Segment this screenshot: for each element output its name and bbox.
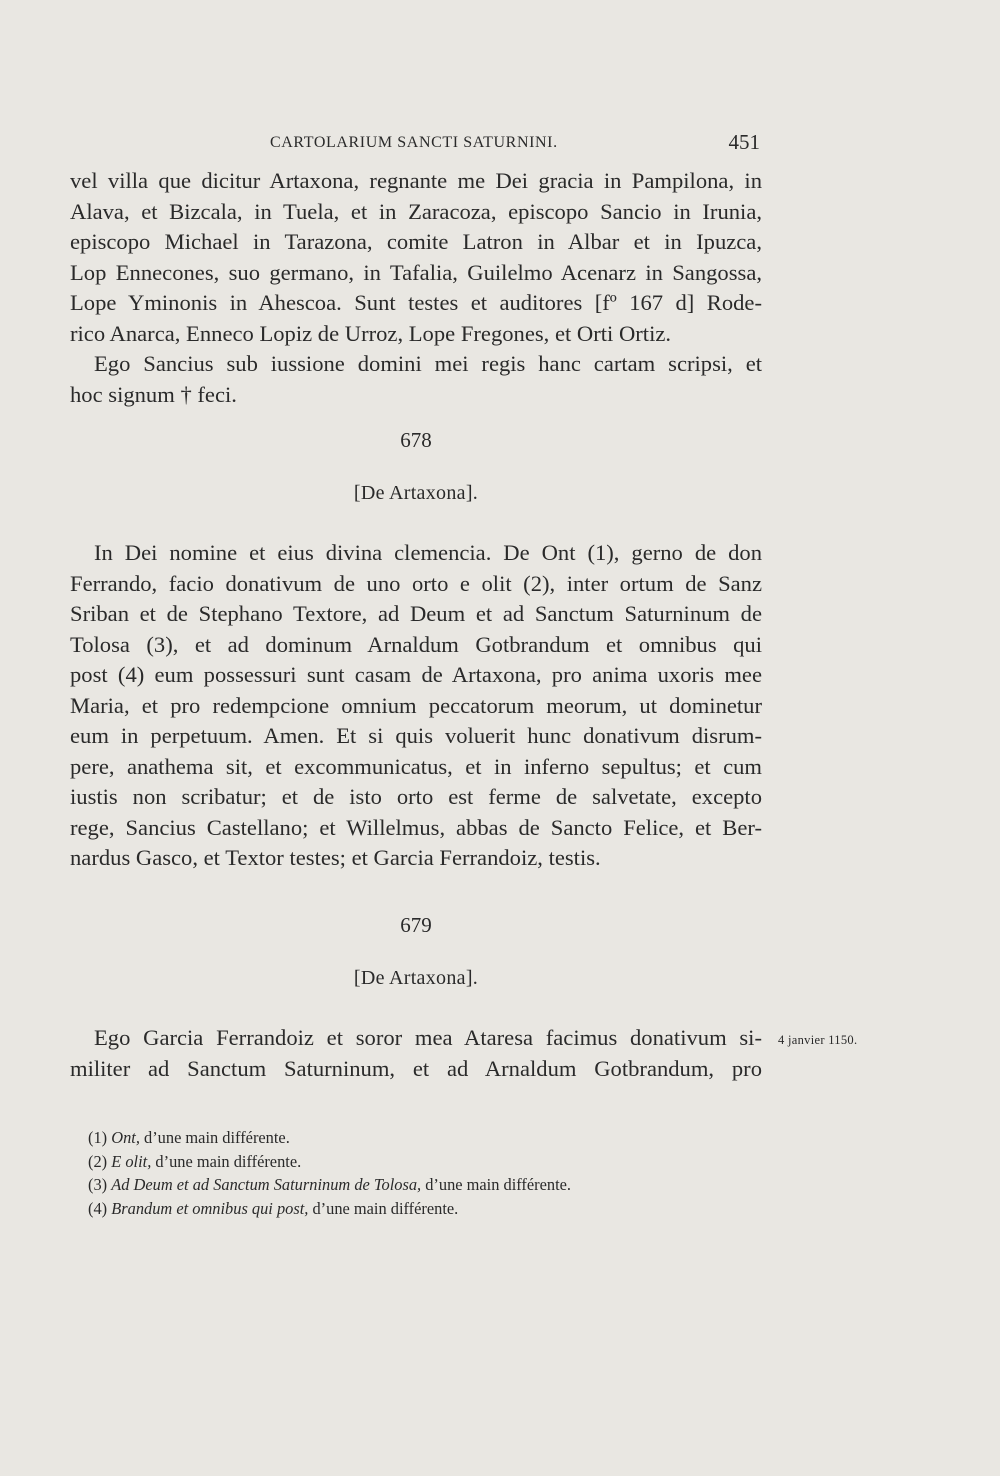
- footnote: [88, 1197, 768, 1221]
- footnote-text: d’une main différente.: [151, 1151, 302, 1171]
- charter-title-678: [De Artaxona].: [353, 482, 479, 504]
- text-line: In Dei nomine et eius divina clemencia. De Ont (1), gerno de don: [94, 540, 762, 565]
- charter-title-679: [De Artaxona].: [353, 967, 479, 989]
- footnote-italic: Brandum et omnibus qui post,: [111, 1198, 309, 1218]
- footnote-text: d’une main différente.: [421, 1175, 572, 1194]
- text-line: episcopo Michael in Tarazona, comite Latron in Albar et in Ipuzca,: [70, 229, 762, 254]
- footnote-mark: (4): [88, 1198, 108, 1218]
- charter-678-paragraph: [70, 538, 762, 874]
- text-line: Tolosa (3), et ad dominum Arnaldum Gotbrandum et omnibus qui: [70, 631, 762, 657]
- text-line: militer ad Sanctum Saturninum, et ad Arnaldum Gotbrandum, pro: [70, 1055, 762, 1081]
- text-line: pere, anathema sit, et excommunicatus, et in inferno sepultus; et cum: [70, 753, 762, 779]
- footnote: [88, 1173, 768, 1197]
- text-line: Ego Sancius sub iussione domini mei regis hanc cartam scripsi, et: [94, 351, 762, 376]
- charter-number-678: 678: [400, 428, 432, 452]
- charter-number-679: 679: [400, 913, 432, 937]
- text-line: post (4) eum possessuri sunt casam de Artaxona, pro anima uxoris mee: [70, 662, 762, 687]
- text-line: iustis non scribatur; et de isto orto est ferme de salvetate, excepto: [70, 784, 762, 809]
- footnote-mark: (3): [88, 1175, 108, 1194]
- footnote: [88, 1126, 768, 1150]
- running-title: CARTOLARIUM SANCTI SATURNINI.: [270, 134, 558, 151]
- footnote-mark: (1): [88, 1128, 108, 1147]
- running-head: [70, 130, 760, 160]
- footnote-text: d’une main différente.: [139, 1128, 290, 1147]
- text-line: Lop Ennecones, suo germano, in Tafalia, Guilelmo Acenarz in Sangossa,: [70, 259, 762, 285]
- footnote-italic: Ont,: [111, 1128, 140, 1147]
- text-line: Maria, et pro redempcione omnium peccatorum meorum, ut dominetur: [70, 692, 762, 718]
- footnote-mark: (2): [88, 1151, 108, 1171]
- text-line: rege, Sancius Castellano; et Willelmus, abbas de Sancto Felice, et Ber-: [70, 814, 762, 840]
- text-line: nardus Gasco, et Textor testes; et Garcia Ferrandoiz, testis.: [70, 845, 601, 870]
- charter-679-paragraph: [70, 1023, 762, 1084]
- text-line: hoc signum † feci.: [70, 381, 237, 407]
- text-line: Ferrando, facio donativum de uno orto e olit (2), inter ortum de Sanz: [70, 570, 762, 596]
- text-line: Lope Yminonis in Ahescoa. Sunt testes et auditores [fº 167 d] Rode-: [70, 290, 762, 315]
- text-line: Ego Garcia Ferrandoiz et soror mea Ataresa facimus donativum si-: [94, 1025, 762, 1050]
- footnotes: [88, 1126, 768, 1220]
- footnote: [88, 1150, 768, 1174]
- footnote-italic: E olit,: [111, 1151, 152, 1171]
- text-line: rico Anarca, Enneco Lopiz de Urroz, Lope Fregones, et Orti Ortiz.: [70, 320, 672, 346]
- text-line: vel villa que dicitur Artaxona, regnante me Dei gracia in Pampilona, in: [70, 168, 762, 193]
- footnote-text: d’une main différente.: [308, 1198, 459, 1218]
- continuation-paragraph: [70, 166, 762, 410]
- footnote-italic: Ad Deum et ad Sanctum Saturninum de Tolosa,: [111, 1175, 422, 1194]
- text-line: eum in perpetuum. Amen. Et si quis voluerit hunc donativum disrum-: [70, 723, 762, 748]
- page-number: 451: [728, 130, 760, 154]
- text-line: Alava, et Bizcala, in Tuela, et in Zaracoza, episcopo Sancio in Irunia,: [70, 198, 762, 224]
- text-line: Sriban et de Stephano Textore, ad Deum et ad Sanctum Saturninum de: [70, 601, 762, 626]
- margin-date: 4 janvier 1150.: [778, 1033, 858, 1047]
